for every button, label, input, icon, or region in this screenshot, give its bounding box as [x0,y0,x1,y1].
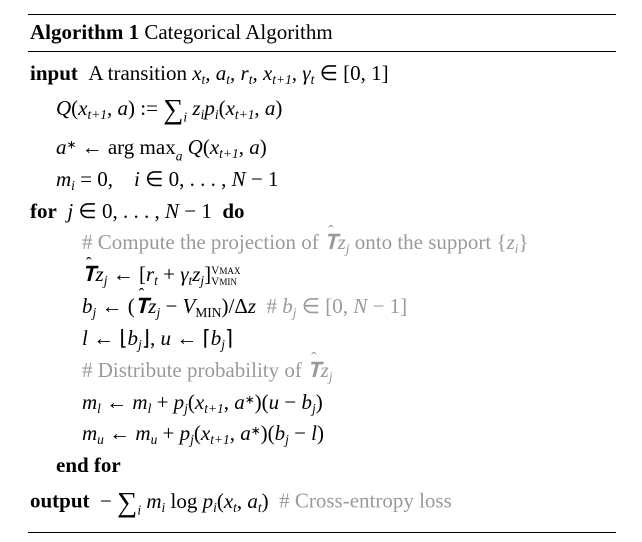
keyword-for: for [30,198,57,223]
algorithm-title-line [28,15,616,51]
algorithm-line-end-for [30,450,614,482]
algorithm-line-q-def: Q(xt+1, a) := $\sum_i$ zipi(xt+1, a) [56,94,283,126]
algorithm-line-ml-update: ml ← ml + pj(xt+1, a∗)(u − bj) [82,389,323,416]
input-text: A transition [83,61,187,85]
keyword-output: output [30,488,90,513]
algorithm-line-b-update: bj ← ( 𝐓zj − VMIN)/Δz # bj ∈ [0, N − 1] [82,294,408,320]
algorithm-line-output: output − $\sum_i$ mi log pi(xt, at) # Cross-entropy loss [30,486,452,518]
algorithm-line-lu-update: l ← ⌊bj⌋, u ← ⌈bj⌉ [82,325,234,352]
comment-cross-entropy: # Cross-entropy loss [273,488,452,513]
algorithm-bottom-rule [28,532,616,533]
algorithm-line-mu-update: mu ← mu + pj(xt+1, a∗)(bj − l) [82,421,324,448]
keyword-end-for: end for [56,453,121,478]
algorithm-line-for: for j ∈ 0, . . . , N − 1 do [30,198,245,223]
algorithm-line-argmax: a∗ ← arg $\max_a Q(xt+1$, a) [56,135,267,164]
algorithm-comment-projection: # Compute the projection of 𝐓zj onto the support {zi} [82,230,529,257]
keyword-do: do [217,198,245,223]
algorithm-line-m-init: mi = 0, i ∈ 0, . . . , N − 1 [56,166,279,193]
algorithm-label: Algorithm 1 [30,20,140,44]
algorithm-body [28,52,616,532]
algorithm-title: Categorical Algorithm [144,20,333,44]
algorithm-block [28,14,616,533]
comment-b-range: # bj ∈ [0, N − 1] [266,294,408,320]
input-math: xt, at, rt, xt+1, γt ∈ [0, 1] [192,61,389,87]
algorithm-line-input [30,58,614,90]
algorithm-comment-distribute: # Distribute probability of 𝐓zj [82,357,333,384]
keyword-input: input [30,61,78,85]
algorithm-line-tz-update: 𝐓zj ← [rt + γtzj]VMAX VMIN [82,262,241,289]
